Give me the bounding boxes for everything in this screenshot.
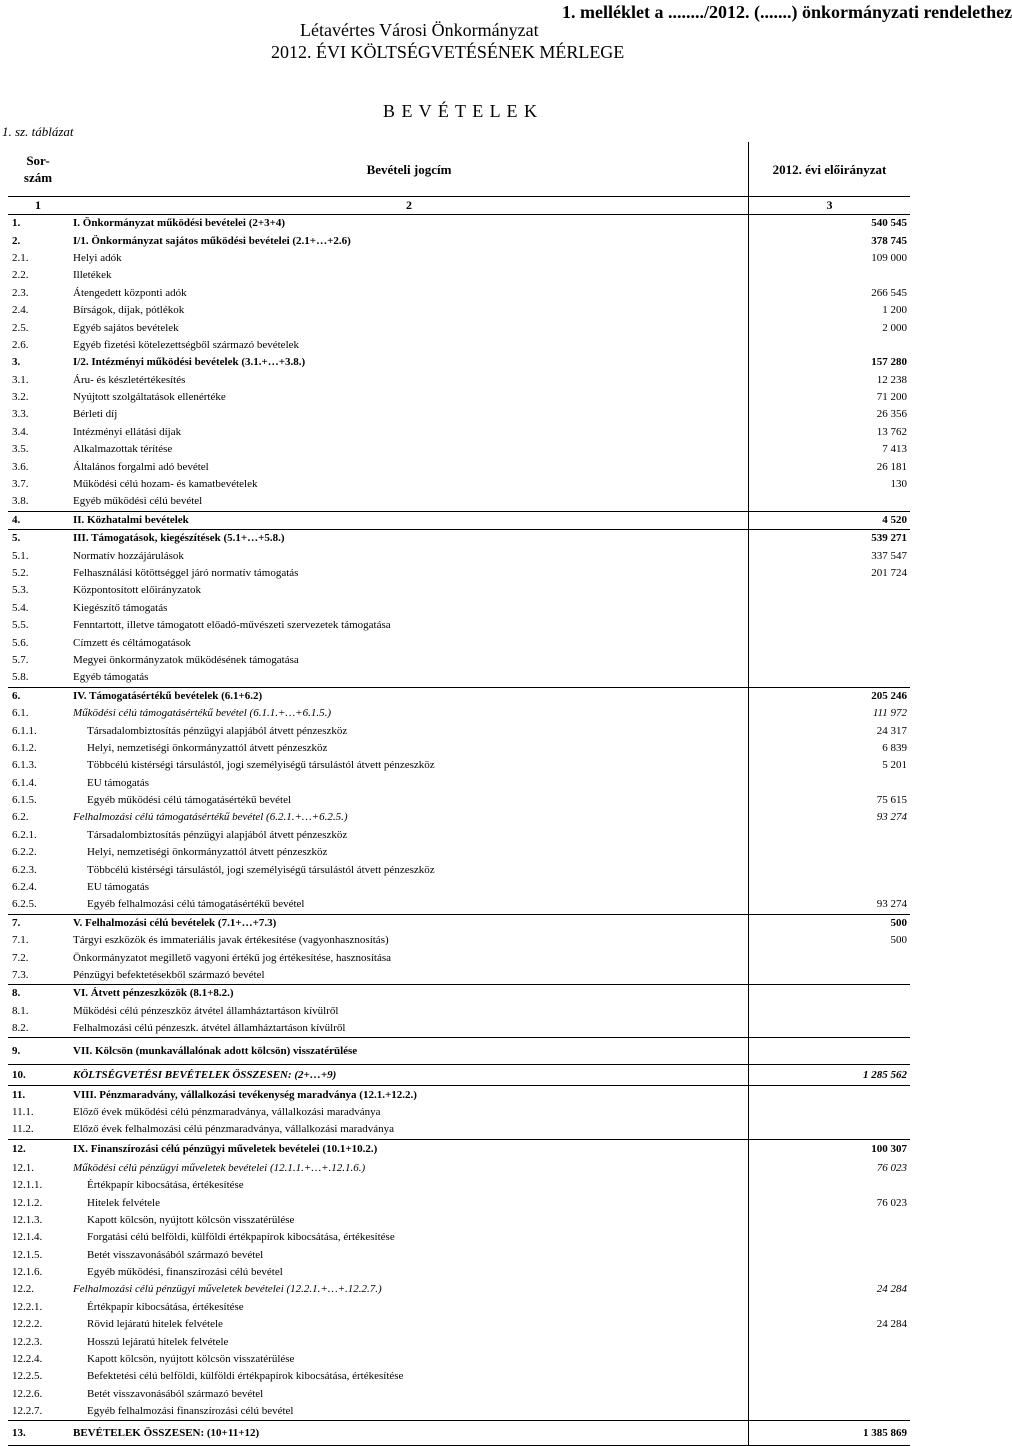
table-row [8,232,910,249]
row-label: EU támogatás [87,881,150,894]
table-row [8,932,910,949]
row-label: Többcélú kistérségi társulástól, jogi személyiségű társulástól átvett pénzeszköz [87,759,435,772]
row-number: 2. [12,234,21,247]
table-row [8,861,910,878]
row-value: 26 356 [749,406,911,423]
table-row [8,967,910,985]
table-row [8,215,910,233]
table-row [8,844,910,861]
row-value: 201 724 [749,565,911,582]
row-value [749,775,911,792]
row-number: 6.1. [12,707,29,720]
row-label: Hitelek felvétele [87,1196,160,1209]
table-row [8,547,910,564]
table-row [8,792,910,809]
table-row [8,354,910,371]
row-number: 12.2.1. [12,1300,43,1313]
row-value [749,985,911,1003]
table-row [8,705,910,722]
row-number: 12.2.3. [12,1335,43,1348]
row-number: 7.3. [12,968,29,981]
table-row [8,652,910,669]
organization-name: Létavértes Városi Önkormányzat [300,20,539,40]
table-row [8,740,910,757]
row-number: 2.3. [12,286,29,299]
row-number: 8.1. [12,1004,29,1017]
row-number: 12.2.2. [12,1318,43,1331]
row-label: Bírságok, díjak, pótlékok [73,304,185,317]
row-value [749,879,911,896]
table-row [8,1038,910,1065]
row-label: Működési célú hozam- és kamatbevételek [73,478,258,491]
row-value: 1 285 562 [749,1065,911,1086]
table-row [8,600,910,617]
table-row [8,1229,910,1246]
row-value: 1 200 [749,302,911,319]
row-label: Rövid lejáratú hitelek felvétele [87,1318,223,1331]
row-label: Normatív hozzájárulások [73,549,184,562]
row-label: Egyéb felhalmozási finanszírozási célú bevétel [87,1405,294,1418]
row-label: Nyújtott szolgáltatások ellenértéke [73,391,226,404]
row-label: Bérleti díj [73,408,118,421]
row-value [749,1333,911,1350]
row-value [749,1212,911,1229]
table-row [8,337,910,354]
row-value: 130 [749,476,911,493]
table-row [8,302,910,319]
row-number: 13. [8,1421,67,1446]
row-value [749,634,911,651]
row-number: 12. [8,1139,67,1160]
row-value: 76 023 [749,1194,911,1211]
row-label: EU támogatás [87,776,150,789]
table-row [8,1086,910,1104]
row-number: 6.1.1. [12,724,37,737]
row-number: 2.1. [12,251,29,264]
row-label: Intézményi ellátási díjak [73,425,182,438]
row-label: Átengedett központi adók [73,286,187,299]
row-value [749,669,911,687]
row-label: Fenntartott, illetve támogatott előadó-művészeti szervezetek támogatása [73,619,391,632]
row-label: Kiegészítő támogatás [73,601,168,614]
row-value: 111 972 [749,705,911,722]
row-number: 7.2. [12,951,29,964]
row-value: 539 271 [749,530,911,548]
row-label: BEVÉTELEK ÖSSZESEN: (10+11+12) [67,1421,749,1446]
row-label: VII. Kölcsön (munkavállalónak adott kölcsön) visszatérülése [67,1038,749,1065]
table-row [8,424,910,441]
row-label: Előző évek felhalmozási célú pénzmaradványa, vállalkozási maradványa [73,1123,394,1136]
row-number: 5.7. [12,653,29,666]
row-label: VIII. Pénzmaradvány, vállalkozási tevékenység maradványa (12.1.+12.2.) [67,1086,749,1104]
row-number: 3.8. [12,495,29,508]
table-row [8,809,910,826]
row-number: 3.7. [12,478,29,491]
row-number: 3.1. [12,373,29,386]
row-label: IV. Támogatásértékű bevételek (6.1+6.2) [67,687,749,705]
table-row [8,1003,910,1020]
column-number-3: 3 [749,197,911,215]
row-value [749,1020,911,1038]
row-value: 109 000 [749,250,911,267]
table-row [8,1194,910,1211]
header-revenue-title: Bevételi jogcím [67,142,749,197]
table-row [8,669,910,687]
header-serial-number-line1: Sor- [26,153,50,168]
table-row [8,493,910,511]
table-row [8,530,910,548]
row-value [749,1246,911,1263]
row-label: Egyéb támogatás [73,671,149,684]
row-value [749,1229,911,1246]
table-row [8,406,910,423]
row-number: 2.2. [12,269,29,282]
row-label: II. Közhatalmi bevételek [67,511,749,529]
row-value: 24 284 [749,1281,911,1298]
row-value: 75 615 [749,792,911,809]
table-row [8,1246,910,1263]
table-row [8,441,910,458]
table-row [8,879,910,896]
row-label: Helyi adók [73,251,122,264]
row-number: 3.2. [12,391,29,404]
row-value [749,967,911,985]
table-row [8,1403,910,1421]
row-label: Működési célú támogatásértékű bevétel (6.1.1.+…+6.1.5.) [73,707,332,720]
row-value [749,1386,911,1403]
row-number: 2.6. [12,338,29,351]
table-row [8,582,910,599]
row-value [749,844,911,861]
row-value [749,1003,911,1020]
row-value [749,949,911,966]
row-number: 6.2.5. [12,898,37,911]
row-label: Társadalombiztosítás pénzügyi alapjából átvett pénzeszköz [87,828,348,841]
table-row [8,634,910,651]
row-value: 5 201 [749,757,911,774]
table-row [8,1121,910,1139]
row-value [749,1086,911,1104]
row-number: 6.2.4. [12,881,37,894]
row-value: 205 246 [749,687,911,705]
annex-reference: 1. melléklet a ......../2012. (.......) önkormányzati rendelethez [562,2,1012,22]
row-number: 12.1.4. [12,1231,43,1244]
row-value [749,493,911,511]
row-number: 5.2. [12,567,29,579]
row-label: Illetékek [73,269,112,282]
table-row [8,1299,910,1316]
row-label: Értékpapír kibocsátása, értékesítése [87,1179,244,1192]
table-row [8,511,910,529]
row-value: 4 520 [749,511,911,529]
row-label: Működési célú pénzügyi műveletek bevételei (12.1.1.+…+.12.1.6.) [73,1161,366,1174]
row-label: Általános forgalmi adó bevétel [73,460,209,473]
table-row [8,319,910,336]
row-label: Egyéb felhalmozási célú támogatásértékű bevétel [87,898,305,911]
row-number: 12.2.7. [12,1405,43,1418]
row-value: 24 317 [749,722,911,739]
row-value: 2 000 [749,319,911,336]
table-row [8,372,910,389]
row-label: Kapott kölcsön, nyújtott kölcsön visszatérülése [87,1213,295,1226]
row-number: 12.1. [12,1161,34,1174]
table-body [8,215,910,1446]
table-row [8,722,910,739]
row-label: Működési célú pénzeszköz átvétel államháztartáson kívülről [73,1004,339,1017]
table-header-row [8,142,910,197]
row-number: 2.5. [12,321,29,334]
row-value: 93 274 [749,809,911,826]
row-label: Megyei önkormányzatok működésének támogatása [73,653,299,666]
row-value: 12 238 [749,372,911,389]
row-label: Felhasználási kötöttséggel járó normatív támogatás [73,567,299,579]
row-label: I/1. Önkormányzat sajátos működési bevételei (2.1+…+2.6) [73,234,351,247]
row-number: 6.2. [12,811,29,824]
row-label: Betét visszavonásából származó bevétel [87,1248,264,1261]
row-number: 8. [8,985,67,1003]
row-value [749,652,911,669]
row-value [749,827,911,844]
header-serial-number [8,142,67,197]
row-value [749,1264,911,1281]
row-label: Pénzügyi befektetésekből származó bevétel [73,968,265,981]
table-row [8,687,910,705]
row-value: 266 545 [749,285,911,302]
table-row [8,1020,910,1038]
row-number: 6.1.2. [12,741,37,754]
row-number: 7.1. [12,934,29,947]
row-value [749,337,911,354]
table-row [8,1139,910,1160]
row-label: III. Támogatások, kiegészítések (5.1+…+5.8.) [67,530,749,548]
row-label: Felhalmozási célú pénzeszk. átvétel államháztartáson kívülről [73,1022,346,1035]
table-row [8,896,910,914]
row-value: 500 [749,932,911,949]
row-value [749,1177,911,1194]
row-value: 24 284 [749,1316,911,1333]
row-label: VI. Átvett pénzeszközök (8.1+8.2.) [67,985,749,1003]
row-number: 12.2.4. [12,1353,43,1366]
row-value: 7 413 [749,441,911,458]
row-value [749,1299,911,1316]
row-value [749,1351,911,1368]
row-label: Egyéb működési célú bevétel [73,495,203,508]
table-row [8,285,910,302]
row-number: 12.1.5. [12,1248,43,1261]
column-number-2: 2 [67,197,749,215]
table-column-number-row [8,197,910,215]
row-value: 13 762 [749,424,911,441]
row-label: Egyéb sajátos bevételek [73,321,179,334]
page-title: 2012. ÉVI KÖLTSÉGVETÉSÉNEK MÉRLEGE [271,42,625,62]
row-number: 11.2. [12,1123,34,1136]
row-number: 3.4. [12,425,29,438]
row-number: 6.1.3. [12,759,37,772]
row-number: 5.8. [12,671,29,684]
table-row [8,1386,910,1403]
row-value [749,617,911,634]
table-row [8,1177,910,1194]
table-row [8,1160,910,1177]
row-label: Többcélú kistérségi társulástól, jogi személyiségű társulástól átvett pénzeszköz [87,863,435,876]
row-value: 76 023 [749,1160,911,1177]
row-number: 12.1.6. [12,1266,43,1279]
row-number: 5.1. [12,549,29,562]
table-row [8,1212,910,1229]
row-label: Címzett és céltámogatások [73,636,191,649]
table-row [8,1264,910,1281]
row-number: 3.5. [12,443,29,456]
row-label: Egyéb működési, finanszírozási célú bevétel [87,1266,283,1279]
row-number: 12.2. [12,1283,34,1296]
row-number: 6.2.1. [12,828,37,841]
row-label: Egyéb működési célú támogatásértékű bevétel [87,794,292,807]
row-value [749,1368,911,1385]
row-number: 2.4. [12,304,29,317]
header-serial-number-line2: szám [23,170,53,185]
row-label: I. Önkormányzat működési bevételei (2+3+4) [73,217,286,230]
row-number: 6.2.3. [12,863,37,876]
row-number: 12.2.5. [12,1370,43,1383]
row-value: 540 545 [749,215,911,233]
table-row [8,458,910,475]
row-number: 6.1.5. [12,794,37,807]
table-row [8,949,910,966]
row-number: 12.2.6. [12,1387,43,1400]
table-row [8,1104,910,1121]
row-value: 500 [749,914,911,932]
row-number: 3.6. [12,460,29,473]
section-title: B E V É T E L E K [383,101,539,121]
row-value: 378 745 [749,232,911,249]
row-value: 26 181 [749,458,911,475]
row-label: Hosszú lejáratú hitelek felvétele [87,1335,229,1348]
row-number: 4. [8,511,67,529]
row-value [749,861,911,878]
table-row [8,267,910,284]
table-row [8,1316,910,1333]
row-label: Egyéb fizetési kötelezettségből származó bevételek [73,338,300,351]
row-value [749,1104,911,1121]
row-number: 5.5. [12,619,29,632]
row-number: 5. [8,530,67,548]
row-value [749,1038,911,1065]
row-label: I/2. Intézményi működési bevételek (3.1.+…+3.8.) [73,356,306,369]
table-row [8,1368,910,1385]
table-row [8,757,910,774]
row-value: 100 307 [749,1139,911,1160]
row-label: KÖLTSÉGVETÉSI BEVÉTELEK ÖSSZESEN: (2+…+9) [67,1065,749,1086]
row-label: Forgatási célú belföldi, külföldi értékpapírok kibocsátása, értékesítése [87,1231,395,1244]
row-number: 11. [8,1086,67,1104]
row-label: Alkalmazottak térítése [73,443,173,456]
row-number: 6.2.2. [12,846,37,859]
row-number: 6. [8,687,67,705]
revenue-table [8,142,910,1446]
table-row [8,1281,910,1298]
row-label: Előző évek működési célú pénzmaradványa, vállalkozási maradványa [73,1105,381,1118]
table-row [8,565,910,582]
row-value [749,267,911,284]
row-label: Társadalombiztosítás pénzügyi alapjából átvett pénzeszköz [87,724,348,737]
row-number: 7. [8,914,67,932]
row-label: Áru- és készletértékesítés [73,373,186,386]
table-row [8,985,910,1003]
table-row [8,617,910,634]
table-row [8,914,910,932]
row-number: 12.1.1. [12,1179,43,1192]
row-label: IX. Finanszírozási célú pénzügyi műveletek bevételei (10.1+10.2.) [67,1139,749,1160]
row-label: Helyi, nemzetiségi önkormányzattól átvett pénzeszköz [87,846,328,859]
row-number: 8.2. [12,1022,29,1035]
header-appropriation: 2012. évi előirányzat [749,142,911,197]
row-number: 12.1.3. [12,1213,43,1226]
row-label: Helyi, nemzetiségi önkormányzattól átvett pénzeszköz [87,741,328,754]
table-row [8,1065,910,1086]
row-value: 157 280 [749,354,911,371]
table-row [8,389,910,406]
row-label: Önkormányzatot megillető vagyoni értékű jog értékesítése, hasznosítása [73,951,391,964]
table-row [8,1351,910,1368]
row-number: 6.1.4. [12,776,37,789]
table-row [8,476,910,493]
row-label: Felhalmozási célú támogatásértékű bevétel (6.2.1.+…+6.2.5.) [73,811,348,824]
row-number: 11.1. [12,1105,34,1118]
row-number: 5.4. [12,601,29,614]
row-label: Központosított előirányzatok [73,584,201,597]
row-number: 5.3. [12,584,29,597]
row-value: 71 200 [749,389,911,406]
row-label: Betét visszavonásából származó bevétel [87,1387,264,1400]
row-value [749,1403,911,1421]
row-number: 10. [8,1065,67,1086]
row-number: 9. [8,1038,67,1065]
row-number: 1. [12,217,21,230]
row-label: Értékpapír kibocsátása, értékesítése [87,1300,244,1313]
table-row [8,775,910,792]
row-label: Kapott kölcsön, nyújtott kölcsön visszatérülése [87,1353,295,1366]
row-label: Befektetési célú belföldi, külföldi értékpapírok kibocsátása, értékesítése [87,1370,404,1383]
table-reference: 1. sz. táblázat [2,124,74,139]
row-number: 5.6. [12,636,29,649]
column-number-1: 1 [8,197,67,215]
table-row [8,250,910,267]
row-value: 337 547 [749,547,911,564]
row-number: 3. [12,356,21,369]
row-value: 6 839 [749,740,911,757]
row-value: 93 274 [749,896,911,914]
table-row [8,827,910,844]
row-label: Felhalmozási célú pénzügyi műveletek bevételei (12.2.1.+…+.12.2.7.) [73,1283,382,1296]
row-value [749,600,911,617]
table-row [8,1333,910,1350]
row-label: Tárgyi eszközök és immateriális javak értékesítése (vagyonhasznosítás) [73,934,389,947]
row-value [749,582,911,599]
row-value: 1 385 869 [749,1421,911,1446]
table-row [8,1421,910,1446]
row-label: V. Felhalmozási célú bevételek (7.1+…+7.3) [67,914,749,932]
row-value [749,1121,911,1139]
row-number: 12.1.2. [12,1196,43,1209]
row-number: 3.3. [12,408,29,421]
